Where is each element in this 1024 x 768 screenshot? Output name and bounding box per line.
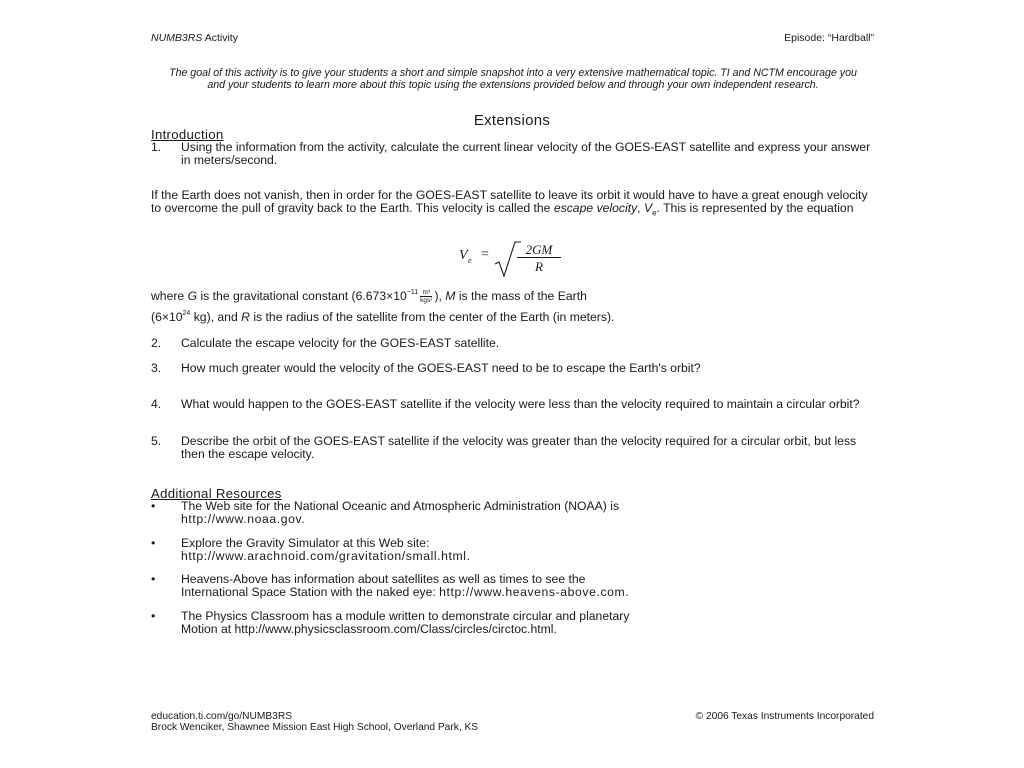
symbol-g: G xyxy=(187,289,198,303)
escape-velocity-term: escape velocity xyxy=(553,200,638,215)
text-mass: is the mass of the Earth xyxy=(455,289,587,303)
question-text: What would happen to the GOES-EAST satellite if the velocity were less than the velocity required to maintain a circular orbit? xyxy=(181,397,860,411)
text-close: ), xyxy=(434,289,446,303)
bullet-icon: • xyxy=(151,609,156,623)
resource-line: International Space Station with the naked eye: xyxy=(181,584,440,599)
gravitational-constant-line xyxy=(151,289,587,304)
footer-author: Brock Wenciker, Shawnee Mission East High School, Overland Park, KS xyxy=(151,722,479,733)
question-text: Using the information from the activity, calculate the current linear velocity of the GOES-EAST satellite and express your answer in meters/second. xyxy=(181,140,871,167)
resource-link[interactable]: http://www.heavens-above.com. xyxy=(439,584,630,599)
text-and: ), and xyxy=(206,310,242,324)
footer-url: education.ti.com/go/NUMB3RS xyxy=(151,711,292,722)
paragraph-text: If the Earth does not vanish, then in order for the GOES-EAST satellite to leave its orbit it would have to have a great enough velocity to overcome the pull of gravity back to the Earth. This velocity is called the xyxy=(151,188,868,215)
resource-line: The Web site for the National Oceanic and Atmospheric Administration (NOAA) is xyxy=(181,499,620,513)
resource-text xyxy=(181,537,871,562)
question-text: How much greater would the velocity of the GOES-EAST need to be to escape the Earth's orbit? xyxy=(181,361,701,375)
earth-mass-line xyxy=(151,310,614,324)
mass-unit: kg xyxy=(190,310,207,324)
resource-link[interactable]: http://www.noaa.gov. xyxy=(181,511,306,526)
g-units xyxy=(420,289,432,304)
question-number: 2. xyxy=(151,336,162,350)
paragraph-separator: , xyxy=(637,200,644,215)
symbol-r: R xyxy=(241,310,250,324)
resource-text xyxy=(181,573,871,598)
velocity-symbol: V xyxy=(643,200,653,215)
equation-lhs: V xyxy=(459,248,468,263)
resource-link[interactable]: Motion at http://www.physicsclassroom.com/Class/circles/circtoc.html. xyxy=(181,621,557,636)
equation-lhs-subscript: e xyxy=(468,256,472,265)
text-radius: is the radius of the satellite from the center of the Earth (in meters). xyxy=(249,310,615,324)
resource-line: The Physics Classroom has a module written to demonstrate circular and planetary xyxy=(181,609,630,623)
resource-text xyxy=(181,610,871,635)
bullet-icon: • xyxy=(151,572,156,586)
velocity-subscript: e xyxy=(652,208,657,218)
goal-text: The goal of this activity is to give your students a short and simple snapshot into a very extensive mathematical topic. TI and NCTM encourage you and your students to learn more about this topic using the extensions provided below and through your own independent research. xyxy=(169,67,857,91)
question-number: 3. xyxy=(151,361,162,375)
equation-numerator: 2GM xyxy=(517,242,561,258)
question-number: 4. xyxy=(151,397,162,411)
question-text: Describe the orbit of the GOES-EAST satellite if the velocity was greater than the velocity required for a circular orbit, but less then the escape velocity. xyxy=(181,434,857,461)
footer-copyright: © 2006 Texas Instruments Incorporated xyxy=(695,711,874,722)
resource-text xyxy=(181,500,871,525)
escape-velocity-paragraph xyxy=(151,189,869,220)
additional-resources-heading: Additional Resources xyxy=(151,486,282,501)
question-text: Calculate the escape velocity for the GOES-EAST satellite. xyxy=(181,336,500,350)
symbol-m: M xyxy=(445,289,456,303)
paragraph-text-end: . This is represented by the equation xyxy=(656,200,854,215)
g-value: 6.673×10 xyxy=(355,289,407,303)
introduction-heading: Introduction xyxy=(151,127,224,142)
resource-line: Heavens-Above has information about satellites as well as times to see the xyxy=(181,572,586,586)
escape-velocity-equation xyxy=(459,240,569,280)
g-unit-denominator: kgs² xyxy=(420,297,433,305)
resource-link[interactable]: http://www.arachnoid.com/gravitation/small.html. xyxy=(181,548,471,563)
episode-header: Episode: “Hardball” xyxy=(784,32,874,44)
mass-value: 6×10 xyxy=(155,310,183,324)
mass-exponent: 24 xyxy=(182,310,191,317)
text-where: where xyxy=(151,289,188,303)
activity-brand: NUMB3RS xyxy=(151,32,203,44)
g-exponent: −11 xyxy=(406,289,419,296)
page-title: Extensions xyxy=(473,112,551,129)
text-grav-constant: is the gravitational constant ( xyxy=(197,289,356,303)
resource-line: Explore the Gravity Simulator at this Web site: xyxy=(181,536,430,550)
question-number: 1. xyxy=(151,140,162,154)
mass-open: ( xyxy=(151,310,156,324)
bullet-icon: • xyxy=(151,499,156,513)
activity-header xyxy=(151,32,238,44)
activity-word: Activity xyxy=(204,32,238,44)
g-unit-numerator: m³ xyxy=(420,289,432,297)
equation-denominator: R xyxy=(535,259,543,274)
bullet-icon: • xyxy=(151,536,156,550)
equation-equals: = xyxy=(481,247,489,262)
question-number: 5. xyxy=(151,434,162,448)
